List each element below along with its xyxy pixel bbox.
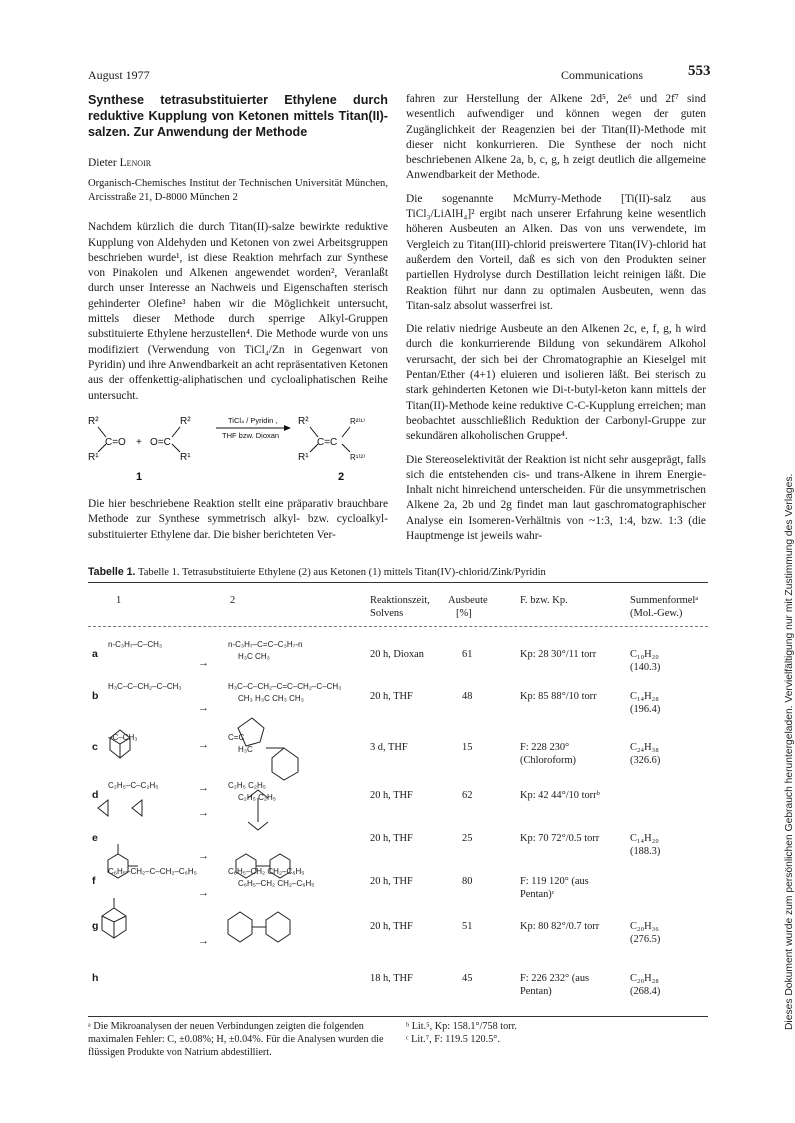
svg-text:→: → xyxy=(198,739,209,751)
yield-value: 80 xyxy=(462,876,473,887)
molecular-formula: C₁₄H₂₀ xyxy=(630,833,659,844)
paragraph-right-1: fahren zur Herstellung der Alkene 2d⁵, 2e⁶ und 2f⁷ sind wesentlich aufwendiger und können wegen der guten Zugänglichkeit der Reagenzien bei der Titan(II)-Methode mit dieser nicht konkurrieren. Die Synthese der noch nicht beschriebenen Alkene 2a, b, c, g, h zeigt deutlich die allgemeine Anwendbarkeit der Methode. xyxy=(406,93,706,182)
ketone-formula: –C–CH₃ xyxy=(108,733,138,742)
yield-value: 61 xyxy=(462,649,473,660)
paragraph-intro: Nachdem kürzlich die durch Titan(II)-salze bewirkte reduktive Kupplung von Aldehyden und Ketonen von zwei Arbeitsgruppen beschrieben wurde¹, ist diese Reaktion mehrfach zur Synthese von Pinakolen und Alkenen angewendet worden², Veranlaßt durch unser Interesse an Nachweis und Eigenschaften sterisch gehinderter Olefine³ haben wir die Möglichkeit untersucht, mittels dieser Methode durch sperrige Alkyl-Gruppen substituierte Ethylene herzustellen⁴. Die Methode wurde von uns modifiziert (Verwendung von TiCl₄/Zn in Gegenwart von Pyridin) und ihre Anwendbarkeit an acht repräsentativen Ketonen aus der offenkettig-aliphatischen und cycloaliphatischen Reihe untersucht. xyxy=(88,221,388,402)
scheme-label-1: 1 xyxy=(136,471,143,483)
yield-value: 45 xyxy=(462,973,473,984)
alkene-substituents: CH₃ H₃C CH₃ CH₃ xyxy=(238,694,304,703)
scheme-c-o: C=O xyxy=(105,437,126,448)
alkene-substituents: C₆H₅–CH₂ CH₂–C₆H₅ xyxy=(238,879,315,888)
footnote-b: ᵇ Lit.⁵, Kp: 158.1°/758 torr. xyxy=(406,1021,517,1032)
header-col-1: 1 xyxy=(116,595,122,606)
header-time-line2: Solvens xyxy=(370,608,404,619)
ketone-formula: H₃C–C–CH₂–C–CH₃ xyxy=(108,682,182,691)
scheme-prod-r1: R¹ xyxy=(298,452,309,463)
author xyxy=(88,156,388,171)
header-yield-line1: Ausbeute xyxy=(448,595,488,606)
paragraph-right-3: Die relativ niedrige Ausbeute an den Alkenen 2c, e, f, g, h wird durch die konkurrierende Bildung von sekundärem Alkohol verursacht, der sich bei der Chromatographie an Kieselgel mit Pentan/Ether (4+1) eluieren und isolieren läßt. Bei sterisch zu stark gehinderten Ketonen wie Di-t-butyl-keton kann mittels der Titan(II)-Methode keine reduktive C-C-Kupplung erreichen; man beobachtet ausschließlich Reduktion der Carbonyl-Gruppe zur sekundären alkoholischen Gruppe⁴. xyxy=(406,323,706,443)
boiling-point: Kp: 42 44°/10 torrᵇ xyxy=(520,790,600,801)
molecular-formula: C₂₄H₃₈ xyxy=(630,742,659,753)
svg-text:→: → xyxy=(198,702,209,714)
reaction-time: 3 d, THF xyxy=(370,742,408,753)
boiling-point: F: 226 232° (aus xyxy=(520,973,590,984)
footnote-a: ᵃ Die Mikroanalysen der neuen Verbindungen zeigten die folgenden maximalen Fehler: C, ±0.08%; H, ±0.04%. Für die Analysen wurden die flüssigen Produkte von Natrium abdestilliert. xyxy=(88,1021,384,1058)
scheme-c-c: C=C xyxy=(317,437,338,448)
boiling-point: Kp: 80 82°/0.7 torr xyxy=(520,921,600,932)
header-yield-line2: [%] xyxy=(456,608,472,619)
boiling-point-note: (Chloroform) xyxy=(520,755,576,766)
paragraph-right-4: Die Stereoselektivität der Reaktion ist nicht sehr ausgeprägt, falls sich die entstehenden cis- und trans-Alkene in ihrem Energie-Inhalt nicht hinreichend unterscheiden. Für die unsymmetrischen Alkene 2a, 2b und 2g findet man laut gaschromatographischer Analyse ein Isomeren-Verhältnis von ~1:3, 1:4, bzw. 1:3 (die Hauptmenge ist jeweils wahr- xyxy=(406,453,706,543)
row-label: d xyxy=(92,789,99,801)
row-label: e xyxy=(92,832,98,844)
paragraph-right-2: Die sogenannte McMurry-Methode [Ti(II)-salz aus TiCl₃/LiAlH₄]² ergibt nach unserer Erfahrung keine wesentlich höheren Ausbeuten an Alken. Das von uns verwendete, im Vergleich zu Titan(III)-chlorid preiswertere Titan(IV)-chlorid hat außerdem den Vorteil, daß es sich von den Produkten seiner partiellen Hydrolyse durch Destillation leicht reinigen läßt. Die Reaktion führt nur dann zu optimalen Ausbeuten, wenn das Titan-salz absolut wasserfrei ist. xyxy=(406,192,706,312)
reaction-time: 20 h, THF xyxy=(370,921,413,932)
author-first-name: Dieter xyxy=(88,157,117,169)
boiling-point: Kp: 85 88°/10 torr xyxy=(520,691,597,702)
svg-text:→: → xyxy=(198,935,209,947)
alkene-substituents: H₃C xyxy=(238,745,253,754)
reaction-scheme xyxy=(88,410,388,490)
scheme-r2-left: R² xyxy=(88,416,99,427)
running-header-section: Communications xyxy=(561,68,643,82)
alkene-formula: H₃C–C–CH₂–C=C–CH₂–C–CH₃ xyxy=(228,682,342,691)
header-col-bp: F. bzw. Kp. xyxy=(520,595,568,606)
reaction-time: 20 h, THF xyxy=(370,691,413,702)
boiling-point-note: Pentan) xyxy=(520,986,552,997)
reaction-time: 18 h, THF xyxy=(370,973,413,984)
page-number: 553 xyxy=(688,63,711,79)
reaction-time: 20 h, THF xyxy=(370,790,413,801)
running-header-date: August 1977 xyxy=(88,68,150,82)
row-label: g xyxy=(92,920,99,932)
molecular-weight: (140.3) xyxy=(630,662,661,673)
yield-value: 48 xyxy=(462,691,473,702)
molecular-weight: (268.4) xyxy=(630,986,661,997)
scheme-reagent-bottom: THF bzw. Dioxan xyxy=(222,431,280,440)
alkene-substituents: C₂H₅ C₂H₅ xyxy=(238,793,276,802)
row-label: h xyxy=(92,972,99,984)
boiling-point: Kp: 70 72°/0.5 torr xyxy=(520,833,600,844)
scheme-r2-right: R² xyxy=(180,416,191,427)
molecular-weight: (276.5) xyxy=(630,934,661,945)
molecular-formula: C₂₀H₃₆ xyxy=(630,921,659,932)
row-label: c xyxy=(92,741,98,753)
yield-value: 25 xyxy=(462,833,473,844)
yield-value: 15 xyxy=(462,742,473,753)
copyright-sidebar: Dieses Dokument wurde zum persönlichen Gebrauch heruntergeladen. Vervielfältigung nur mit Zustimmung des Verlages. xyxy=(784,473,795,1030)
table-top-rule xyxy=(88,582,708,583)
svg-text:→: → xyxy=(198,807,209,819)
scheme-label-2: 2 xyxy=(338,471,345,483)
footnote-c: ᶜ Lit.⁷, F: 119.5 120.5°. xyxy=(406,1034,500,1045)
boiling-point-note: Pentan)ᶜ xyxy=(520,889,555,900)
alkene-formula: C=C xyxy=(228,733,245,742)
row-label: a xyxy=(92,648,98,660)
row-label: b xyxy=(92,690,99,702)
table-caption-text: Tabelle 1. Tetrasubstituierte Ethylene (2) aus Ketonen (1) mittels Titan(IV)-chlorid/Zink/Pyridin xyxy=(137,567,546,578)
ketone-formula: n-C₃H₇–C–CH₃ xyxy=(108,640,163,649)
ketone-formula: C₂H₅–C–C₂H₅ xyxy=(108,781,159,790)
paragraph-method: Die hier beschriebene Reaktion stellt eine präparativ brauchbare Methode zur Synthese symmetrisch alkyl- bzw. cycloalkyl-substituierter Ethylene dar. Die bisher berichteten Ver- xyxy=(88,498,388,541)
scheme-r1-left: R¹ xyxy=(88,452,99,463)
scheme-prod-r21: R²⁽¹⁾ xyxy=(350,417,366,426)
boiling-point: F: 119 120° (aus xyxy=(520,876,589,887)
row-label: f xyxy=(92,875,96,887)
molecular-weight: (196.4) xyxy=(630,704,661,715)
right-column xyxy=(406,92,706,552)
svg-text:→: → xyxy=(198,782,209,794)
scheme-prod-r2: R² xyxy=(298,416,309,427)
boiling-point: F: 228 230° xyxy=(520,742,570,753)
header-formula-line2: (Mol.-Gew.) xyxy=(630,608,683,619)
svg-text:→: → xyxy=(198,657,209,669)
header-formula-line1: Summenformelᵃ xyxy=(630,595,699,606)
scheme-prod-r12: R¹⁽²⁾ xyxy=(350,453,366,462)
table-bottom-rule xyxy=(88,1016,708,1017)
ketone-formula: C₆H₅–CH₂–C–CH₂–C₆H₅ xyxy=(108,867,197,876)
left-column xyxy=(88,92,388,412)
reaction-time: 20 h, Dioxan xyxy=(370,649,424,660)
reaction-time: 20 h, THF xyxy=(370,876,413,887)
molecular-weight: (188.3) xyxy=(630,846,661,857)
header-col-formula xyxy=(630,594,698,620)
alkene-substituents: H₃C CH₃ xyxy=(238,652,270,661)
scheme-o-c: O=C xyxy=(150,437,171,448)
left-column-bottom xyxy=(88,497,388,551)
svg-text:→: → xyxy=(198,850,209,862)
header-col-time xyxy=(370,594,430,620)
svg-text:→: → xyxy=(198,887,209,899)
author-last-name: Lenoir xyxy=(119,157,152,169)
article-title: Synthese tetrasubstituierter Ethylene durch reduktive Kupplung von Ketonen mittels Titan(II)-salzen. Zur Anwendung der Methode xyxy=(88,93,388,139)
scheme-plus: + xyxy=(136,437,142,448)
yield-value: 51 xyxy=(462,921,473,932)
molecular-weight: (326.6) xyxy=(630,755,661,766)
alkene-formula: C₂H₅ C₂H₅ xyxy=(228,781,266,790)
header-col-yield xyxy=(448,594,488,620)
molecular-formula: C₂₀H₂₈ xyxy=(630,973,659,984)
affiliation: Organisch-Chemisches Institut der Technischen Universität München, Arcisstraße 21, D-8000 München 2 xyxy=(88,178,388,203)
scheme-reagent-top: TiCl₄ / Pyridin , xyxy=(228,416,278,425)
structure-drawings xyxy=(88,630,358,1010)
table-header-rule xyxy=(88,626,708,627)
reaction-time: 20 h, THF xyxy=(370,833,413,844)
molecular-formula: C₁₄H₂₈ xyxy=(630,691,659,702)
molecular-formula: C₁₀H₂₀ xyxy=(630,649,659,660)
alkene-formula: n-C₃H₇–C=C–C₃H₇-n xyxy=(228,640,303,649)
boiling-point: Kp: 28 30°/11 torr xyxy=(520,649,597,660)
header-col-2: 2 xyxy=(230,595,236,606)
yield-value: 62 xyxy=(462,790,473,801)
scheme-r1-right: R¹ xyxy=(180,452,191,463)
table-caption: Tabelle 1. Tabelle 1. Tetrasubstituierte Ethylene (2) aus Ketonen (1) mittels Titan(IV)-chlorid/Zink/Pyridin xyxy=(88,566,546,578)
alkene-formula: C₆H₅–CH₂ CH₂–C₆H₅ xyxy=(228,867,305,876)
header-time-line1: Reaktionszeit, xyxy=(370,595,430,606)
